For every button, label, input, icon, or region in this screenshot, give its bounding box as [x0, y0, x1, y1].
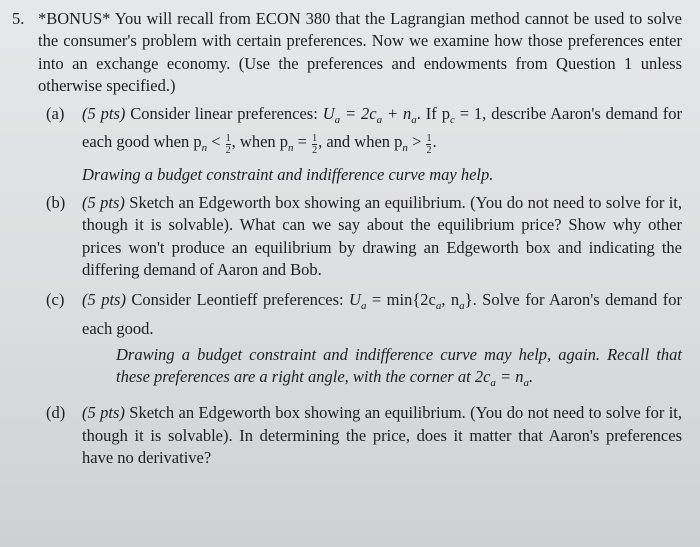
- text-segment: Solve for Aaron's demand for each good.: [82, 290, 682, 338]
- part-d: [46, 402, 682, 469]
- fraction-numerator: 1: [225, 133, 231, 145]
- equation-segment: 2c: [474, 367, 491, 387]
- text-segment: = 1, describe Aaron's demand for each good when p: [82, 104, 683, 152]
- subscript: a: [435, 300, 442, 313]
- fraction-denominator: 2: [312, 145, 318, 157]
- subscript: a: [490, 377, 496, 390]
- fraction-denominator: 2: [225, 145, 231, 157]
- part-b: [46, 192, 682, 281]
- part-label: (d): [46, 403, 66, 423]
- subscript: n: [402, 142, 408, 155]
- points: (5 pts): [82, 104, 126, 124]
- part-a-text: [82, 104, 683, 157]
- fraction-half: [312, 134, 317, 156]
- equation-segment: = n: [495, 367, 524, 387]
- equation-segment: = 2c: [340, 104, 377, 124]
- equation-segment: + n: [382, 104, 412, 124]
- text-segment: Consider Leontieff preferences:: [131, 290, 350, 310]
- part-label: (c): [46, 290, 65, 310]
- part-c: [46, 289, 682, 394]
- part-a: [46, 103, 682, 160]
- points: (5 pts): [82, 403, 125, 423]
- text-segment: >: [407, 132, 426, 152]
- hint-c: [116, 344, 682, 395]
- text-segment: , when p: [231, 132, 289, 152]
- text-segment: .: [529, 367, 534, 387]
- points: (5 pts): [82, 290, 126, 310]
- text-segment: . If p: [416, 104, 450, 124]
- question-5: [12, 8, 682, 97]
- subscript: c: [449, 114, 455, 127]
- hint-a: Drawing a budget constraint and indifference curve may help.: [82, 164, 494, 184]
- text-segment: <: [207, 132, 225, 152]
- subscript: n: [201, 142, 208, 155]
- subscript: n: [288, 142, 294, 155]
- fraction-half: [226, 134, 231, 156]
- fraction-denominator: 2: [426, 145, 432, 157]
- fraction-numerator: 1: [426, 133, 432, 145]
- text-segment: Consider linear preferences:: [130, 104, 323, 124]
- part-c-text: [82, 290, 682, 337]
- question-intro: *BONUS* You will recall from ECON 380 that the Lagrangian method cannot be used to solve the consumer's problem with certain preferences. Now we examine how those preferences enter into an exchange economy. (Use the preferences and endowments from Question 1 unless otherwise specified.): [38, 9, 682, 95]
- equation-segment: }.: [464, 290, 477, 310]
- fraction-half: [426, 134, 431, 156]
- subscript: a: [334, 114, 341, 127]
- text-segment: =: [293, 132, 312, 152]
- equation-segment: , n: [441, 290, 460, 310]
- fraction-numerator: 1: [312, 133, 318, 145]
- hint-text: Drawing a budget constraint and indifference curve may help, again. Recall that these preferences are a right angle, with the corner at: [116, 344, 682, 387]
- part-label: (b): [46, 193, 66, 213]
- subscript: a: [360, 300, 367, 313]
- question-number: 5.: [12, 9, 25, 28]
- text-segment: , and when p: [318, 132, 403, 152]
- text-segment: .: [432, 132, 437, 152]
- part-label: (a): [46, 104, 65, 124]
- subscript: a: [459, 300, 465, 313]
- equation-segment: = min{2c: [366, 290, 436, 310]
- subscript: a: [523, 377, 530, 390]
- subscript: a: [411, 114, 417, 127]
- part-b-text: Sketch an Edgeworth box showing an equilibrium. (You do not need to solve for it, though it is solvable). What can we say about the equilibrium price? Show why other prices won't produce an equilibrium by drawing an Edgeworth box and indicating the differing demand of Aaron and Bob.: [82, 193, 682, 279]
- utility-symbol: U: [349, 290, 361, 310]
- utility-symbol: U: [322, 104, 335, 124]
- points: (5 pts): [82, 193, 125, 213]
- subscript: a: [376, 114, 383, 127]
- part-d-text: Sketch an Edgeworth box showing an equilibrium. (You do not need to solve for it, though it is solvable). In determining the price, does it matter that Aaron's preferences have no derivative?: [82, 403, 682, 468]
